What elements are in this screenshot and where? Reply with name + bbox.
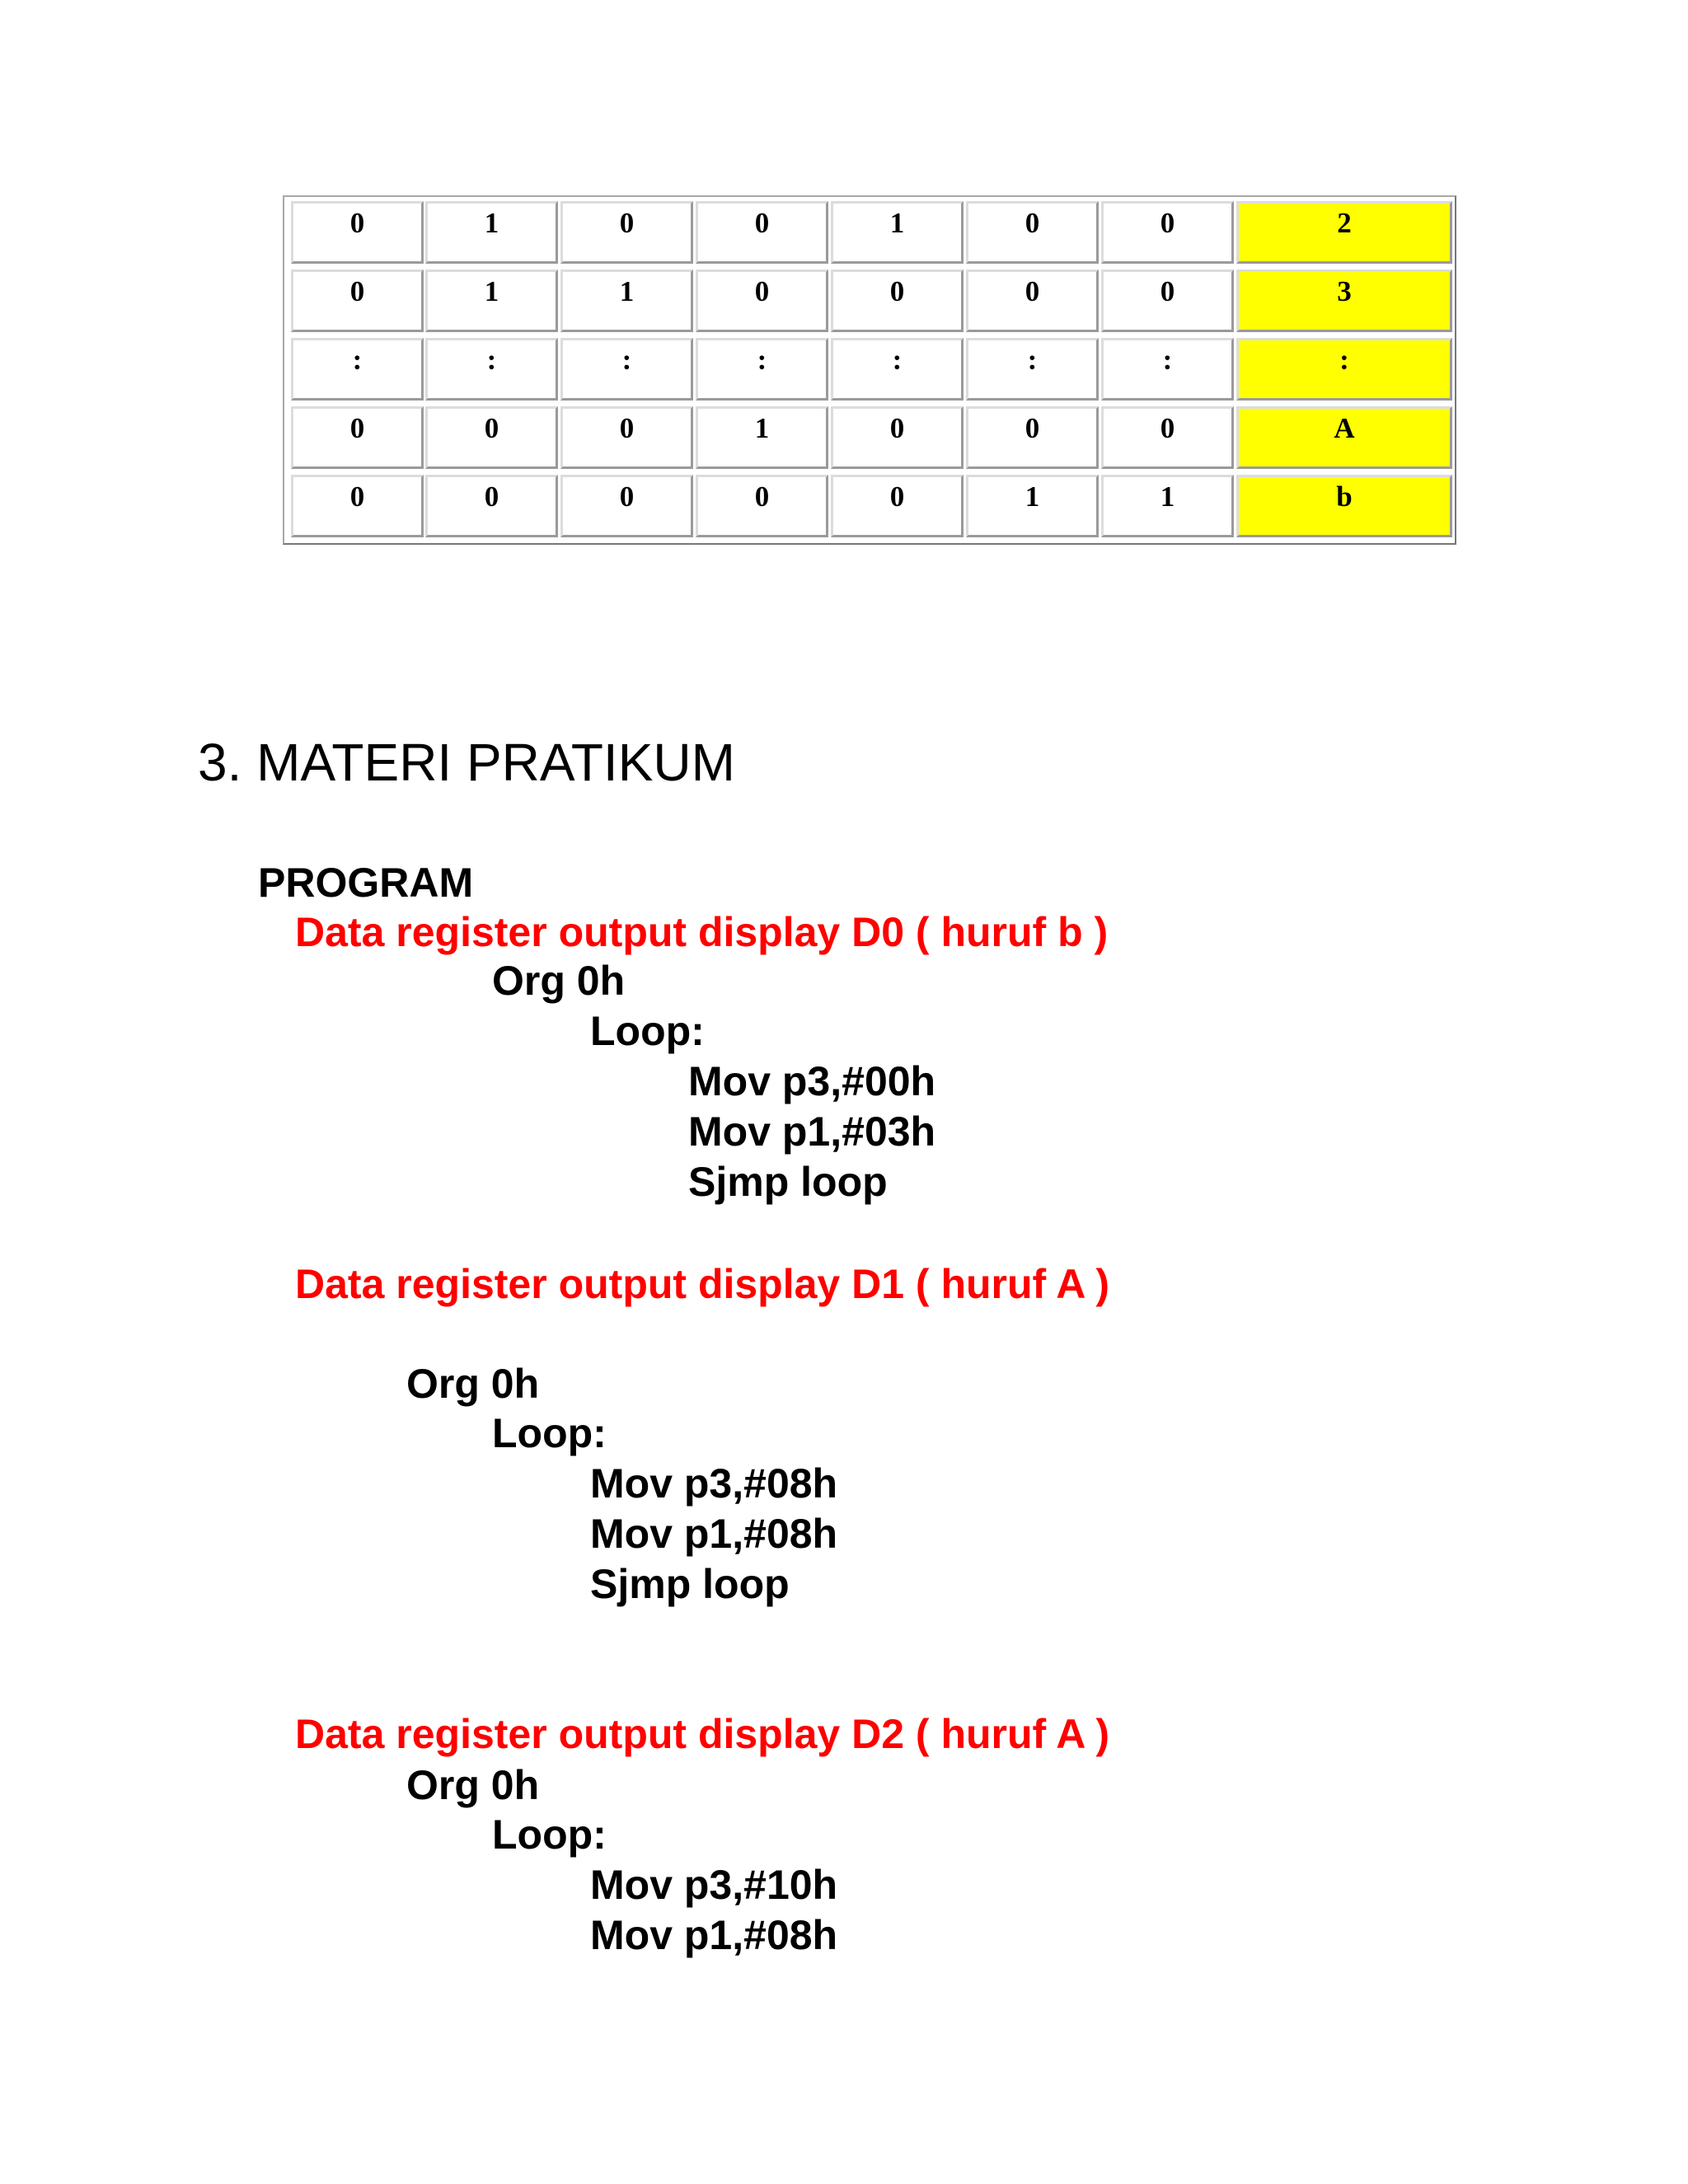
- table-cell-result: 2: [1236, 201, 1452, 264]
- table-row: [284, 402, 1455, 471]
- table-cell: :: [831, 338, 964, 401]
- table-cell: 0: [291, 406, 424, 469]
- table-cell-result: :: [1236, 338, 1452, 401]
- loop-label: Loop:: [590, 1008, 705, 1054]
- table-cell: 0: [831, 475, 964, 537]
- table-row: [284, 471, 1455, 539]
- table-cell: 0: [966, 269, 1099, 332]
- table-cell: 0: [560, 475, 693, 537]
- table-cell: 0: [291, 269, 424, 332]
- table-cell: 1: [425, 201, 558, 264]
- table-cell: 0: [425, 406, 558, 469]
- table-cell: :: [966, 338, 1099, 401]
- table-cell-result: 3: [1236, 269, 1452, 332]
- code-line: Mov p1,#08h: [590, 1511, 838, 1557]
- loop-label: Loop:: [492, 1410, 607, 1456]
- table-cell: 1: [425, 269, 558, 332]
- code-line: Mov p3,#00h: [688, 1058, 936, 1104]
- table-cell: 0: [696, 269, 828, 332]
- table-cell: 0: [560, 406, 693, 469]
- code-line: Mov p3,#10h: [590, 1862, 838, 1908]
- table-cell: 0: [831, 406, 964, 469]
- code-line: Mov p1,#03h: [688, 1108, 936, 1155]
- table-cell: 0: [1101, 201, 1234, 264]
- table-cell: 0: [560, 201, 693, 264]
- code-line: Mov p3,#08h: [590, 1460, 838, 1507]
- table-cell: 0: [966, 201, 1099, 264]
- section-title: 3. MATERI PRATIKUM: [198, 733, 735, 792]
- table-cell: 0: [291, 475, 424, 537]
- table-cell: 1: [696, 406, 828, 469]
- code-line: Mov p1,#08h: [590, 1912, 838, 1958]
- table-row: [284, 265, 1455, 334]
- table-cell: 1: [831, 201, 964, 264]
- table-cell: 0: [425, 475, 558, 537]
- table-cell: :: [560, 338, 693, 401]
- org-line: Org 0h: [406, 1762, 540, 1808]
- table-cell: 0: [696, 475, 828, 537]
- table-row: [284, 334, 1455, 402]
- table-cell: :: [696, 338, 828, 401]
- table-row: [284, 197, 1455, 265]
- table-cell: 0: [1101, 269, 1234, 332]
- table-cell: 0: [831, 269, 964, 332]
- table-cell: 1: [560, 269, 693, 332]
- table-cell: 0: [696, 201, 828, 264]
- program-heading: Data register output display D1 ( huruf A ): [295, 1261, 1110, 1307]
- table-cell: 0: [1101, 406, 1234, 469]
- table-cell: :: [291, 338, 424, 401]
- program-label: PROGRAM: [258, 860, 474, 906]
- table-cell: 0: [291, 201, 424, 264]
- org-line: Org 0h: [492, 958, 626, 1004]
- org-line: Org 0h: [406, 1361, 540, 1407]
- program-heading: Data register output display D2 ( huruf A ): [295, 1711, 1110, 1757]
- program-heading: Data register output display D0 ( huruf b ): [295, 909, 1109, 955]
- truth-table: [283, 195, 1456, 545]
- table-cell: 0: [966, 406, 1099, 469]
- table-cell: 1: [1101, 475, 1234, 537]
- table-cell: 1: [966, 475, 1099, 537]
- table-cell-result: A: [1236, 406, 1452, 469]
- table-cell: :: [1101, 338, 1234, 401]
- code-line: Sjmp loop: [688, 1159, 888, 1205]
- table-cell: :: [425, 338, 558, 401]
- loop-label: Loop:: [492, 1811, 607, 1858]
- code-line: Sjmp loop: [590, 1561, 790, 1607]
- table-cell-result: b: [1236, 475, 1452, 537]
